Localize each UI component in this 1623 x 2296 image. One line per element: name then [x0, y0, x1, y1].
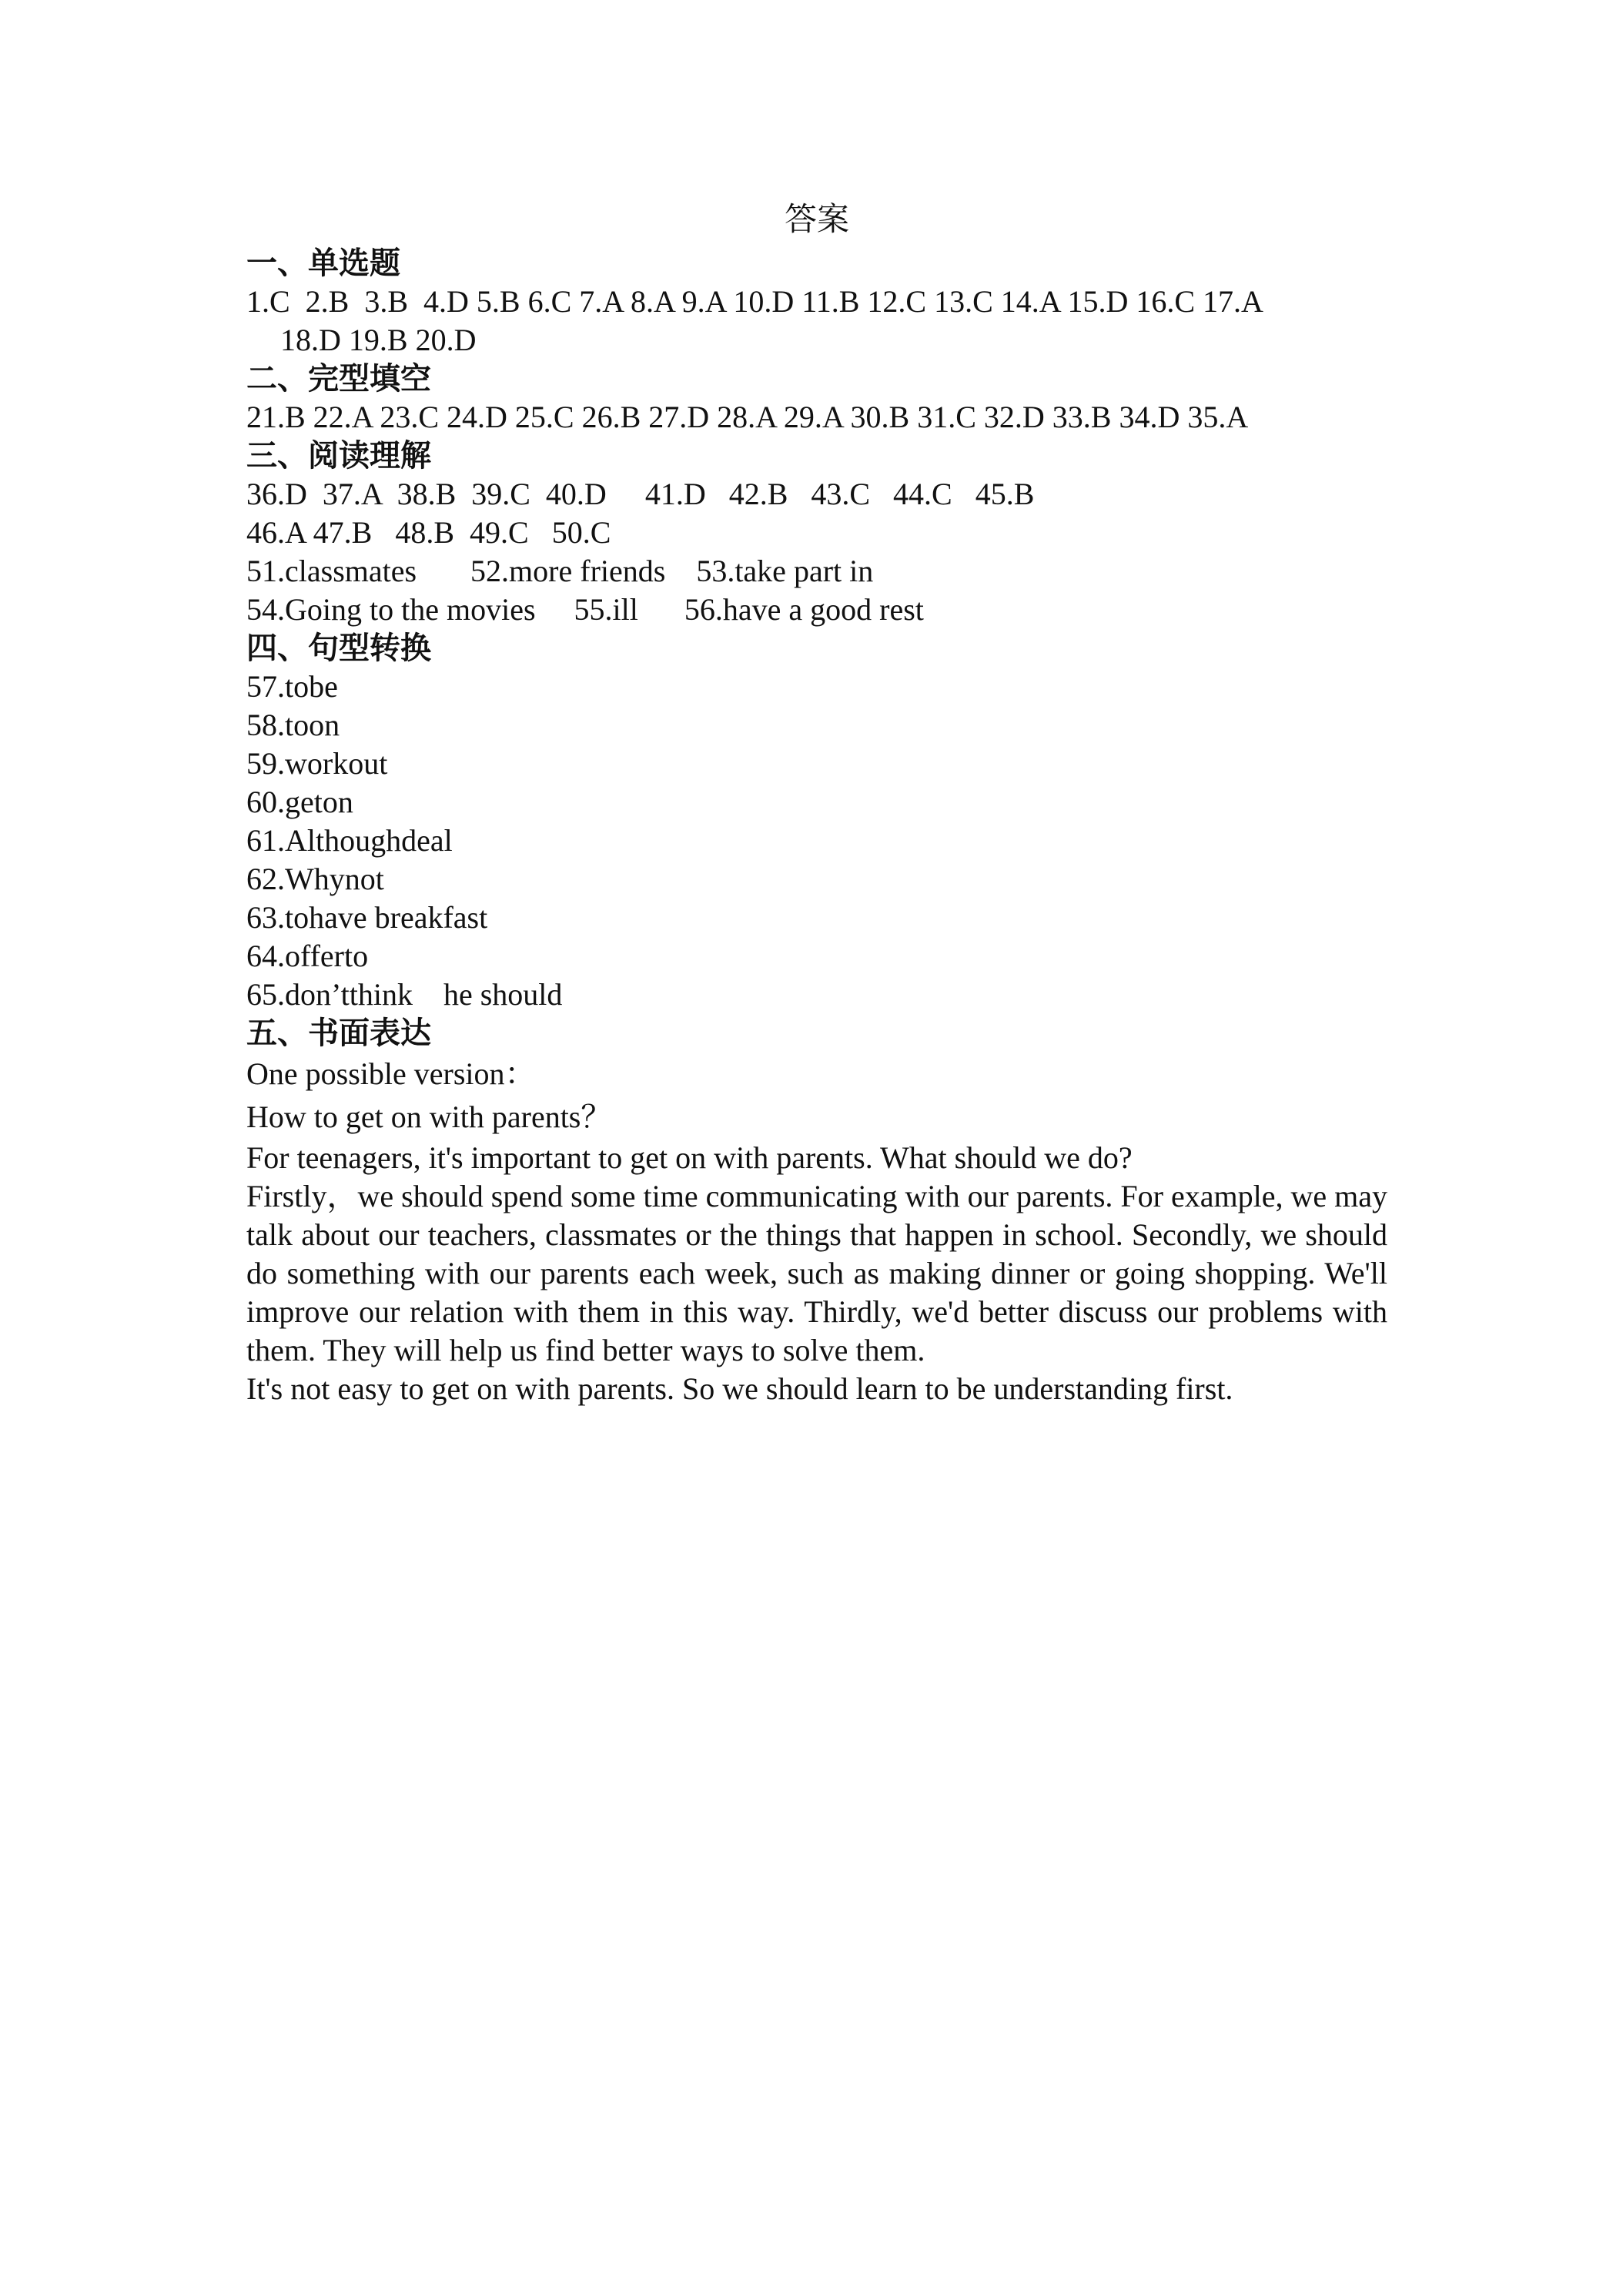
section-single-choice: [246, 244, 1387, 360]
page-title: 答案: [784, 200, 849, 238]
answer-sheet: [246, 196, 1387, 1408]
essay-paragraph: Firstly，we should spend some time communicating with our parents. For example, we may talk about our teachers, classmates or the things that happen in school. Secondly, we should do something with our parents each week, such as making dinner or going shopping. We'll improve our relation with them in this way. Thirdly, we'd better discuss our problems with them. They will help us find better ways to solve them.: [246, 1179, 1387, 1367]
answer-line: 18.D 19.B 20.D: [280, 323, 477, 357]
answer-line: 51.classmates 52.more friends 53.take part in: [246, 554, 874, 588]
section-cloze: [246, 360, 1387, 437]
section-reading: [246, 437, 1387, 629]
answer-line: 57.tobe: [246, 669, 338, 704]
answer-line: 62.Whynot: [246, 862, 384, 896]
section-heading: 四、句型转换: [246, 631, 431, 666]
essay-paragraph: It's not easy to get on with parents. So we should learn to be understanding first.: [246, 1371, 1233, 1406]
essay-paragraph: For teenagers, it's important to get on with parents. What should we do?: [246, 1140, 1133, 1175]
section-heading: 一、单选题: [246, 246, 400, 281]
section-writing: [246, 1014, 1387, 1408]
answer-line: 58.toon: [246, 708, 340, 742]
section-heading: 五、书面表达: [246, 1016, 431, 1051]
section-heading: 三、阅读理解: [246, 438, 431, 474]
essay-intro: One possible version：: [246, 1056, 536, 1091]
answer-line: 21.B 22.A 23.C 24.D 25.C 26.B 27.D 28.A 29.A 30.B 31.C 32.D 33.B 34.D 35.A: [246, 400, 1249, 434]
section-heading: 二、完型填空: [246, 361, 431, 397]
answer-line: 61.Althoughdeal: [246, 823, 453, 858]
answer-line: 54.Going to the movies 55.ill 56.have a good rest: [246, 592, 924, 627]
answer-line: 46.A 47.B 48.B 49.C 50.C: [246, 515, 611, 550]
answer-line: 1.C 2.B 3.B 4.D 5.B 6.C 7.A 8.A 9.A 10.D 11.B 12.C 13.C 14.A 15.D 16.C 17.A: [246, 284, 1263, 319]
answer-line: 60.geton: [246, 785, 353, 819]
essay-title: How to get on with parents？: [246, 1099, 612, 1134]
answer-line: 59.workout: [246, 746, 388, 781]
answer-line: 63.tohave breakfast: [246, 900, 488, 935]
answer-line: 64.offerto: [246, 939, 369, 973]
answer-line: 36.D 37.A 38.B 39.C 40.D 41.D 42.B 43.C 44.C 45.B: [246, 477, 1035, 511]
section-transformation: [246, 629, 1387, 1014]
answer-line: 65.don’tthink he should: [246, 977, 563, 1012]
